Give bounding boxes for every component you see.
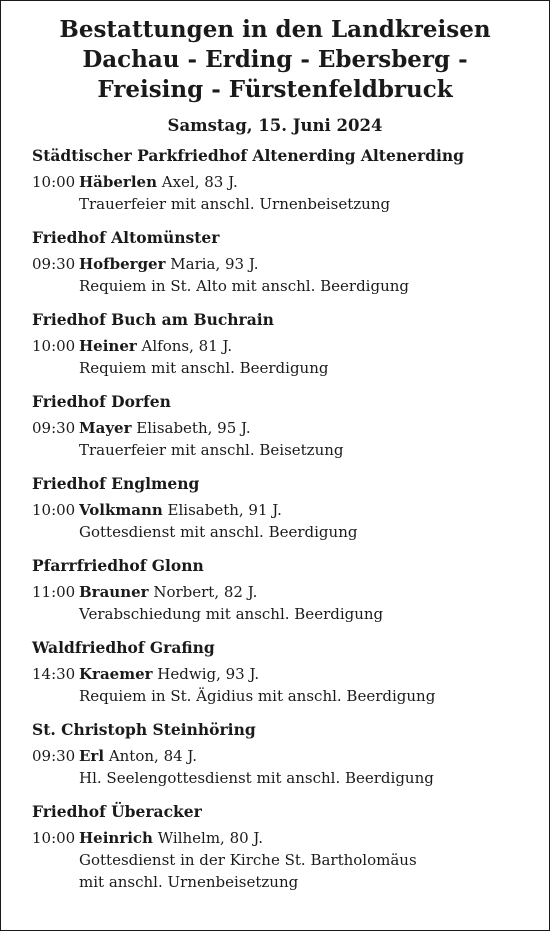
funeral-entry <box>32 171 539 215</box>
ceremony-description: Requiem mit anschl. Beerdigung <box>79 359 329 377</box>
entry-row <box>32 663 539 685</box>
deceased-details: Elisabeth, 91 J. <box>162 501 282 519</box>
ceremony-description: Gottesdienst in der Kirche St. Bartholomäus <box>79 851 417 869</box>
title-line-1: Bestattungen in den Landkreisen <box>59 16 491 43</box>
ceremony-description: Trauerfeier mit anschl. Beisetzung <box>79 441 344 459</box>
deceased-surname: Heiner <box>79 337 137 355</box>
deceased-name <box>79 335 232 357</box>
ceremony-description: mit anschl. Urnenbeisetzung <box>79 873 299 891</box>
deceased-details: Elisabeth, 95 J. <box>131 419 251 437</box>
deceased-name <box>79 253 259 275</box>
cemetery-name: Waldfriedhof Grafing <box>32 638 215 657</box>
deceased-surname: Brauner <box>79 583 149 601</box>
funeral-time: 09:30 <box>32 419 76 437</box>
entry-row <box>32 417 539 439</box>
page-title <box>11 15 539 105</box>
deceased-name <box>79 417 251 439</box>
cemetery-name: Friedhof Englmeng <box>32 474 200 493</box>
funeral-time: 10:00 <box>32 829 76 847</box>
deceased-name <box>79 581 257 603</box>
ceremony-description: Verabschiedung mit anschl. Beerdigung <box>79 605 384 623</box>
title-line-3: Freising - Fürstenfeldbruck <box>97 76 453 103</box>
funeral-time: 10:00 <box>32 173 76 191</box>
deceased-name <box>79 499 282 521</box>
ceremony-description: Requiem in St. Ägidius mit anschl. Beerdigung <box>79 687 436 705</box>
deceased-details: Norbert, 82 J. <box>148 583 258 601</box>
funeral-time: 09:30 <box>32 255 76 273</box>
deceased-surname: Erl <box>79 747 105 765</box>
cemetery-name: Pfarrfriedhof Glonn <box>32 556 204 575</box>
ceremony-description: Trauerfeier mit anschl. Urnenbeisetzung <box>79 195 391 213</box>
deceased-surname: Häberlen <box>79 173 157 191</box>
entry-row <box>32 745 539 767</box>
funeral-entry <box>32 253 539 297</box>
deceased-details: Hedwig, 93 J. <box>152 665 260 683</box>
deceased-surname: Volkmann <box>79 501 163 519</box>
entry-row <box>32 581 539 603</box>
funeral-time: 11:00 <box>32 583 76 601</box>
cemetery-name: Friedhof Buch am Buchrain <box>32 310 274 329</box>
entry-row <box>32 253 539 275</box>
funeral-entry <box>32 745 539 789</box>
cemetery-name: Friedhof Altomünster <box>32 228 220 247</box>
funeral-entry <box>32 335 539 379</box>
entry-row <box>32 499 539 521</box>
funeral-entry <box>32 417 539 461</box>
deceased-surname: Mayer <box>79 419 132 437</box>
title-line-2: Dachau - Erding - Ebersberg - <box>82 46 468 73</box>
deceased-details: Axel, 83 J. <box>156 173 238 191</box>
listing-date: Samstag, 15. Juni 2024 <box>167 116 383 135</box>
deceased-name <box>79 827 263 849</box>
ceremony-description: Hl. Seelengottesdienst mit anschl. Beerdigung <box>79 769 434 787</box>
entry-row <box>32 171 539 193</box>
funeral-time: 10:00 <box>32 501 76 519</box>
entry-row <box>32 335 539 357</box>
funeral-entry <box>32 581 539 625</box>
entry-row <box>32 827 539 849</box>
deceased-name <box>79 171 238 193</box>
deceased-name <box>79 663 259 685</box>
cemetery-name: Städtischer Parkfriedhof Altenerding Altenerding <box>32 146 464 165</box>
cemetery-name: Friedhof Dorfen <box>32 392 171 411</box>
deceased-name <box>79 745 197 767</box>
funeral-time: 09:30 <box>32 747 76 765</box>
funeral-time: 10:00 <box>32 337 76 355</box>
ceremony-description: Gottesdienst mit anschl. Beerdigung <box>79 523 358 541</box>
funeral-entry <box>32 663 539 707</box>
funeral-entry <box>32 827 539 893</box>
cemetery-list <box>32 145 539 893</box>
deceased-details: Maria, 93 J. <box>165 255 259 273</box>
deceased-details: Alfons, 81 J. <box>136 337 233 355</box>
deceased-details: Anton, 84 J. <box>104 747 198 765</box>
deceased-surname: Heinrich <box>79 829 153 847</box>
deceased-surname: Kraemer <box>79 665 153 683</box>
deceased-details: Wilhelm, 80 J. <box>152 829 264 847</box>
deceased-surname: Hofberger <box>79 255 166 273</box>
cemetery-name: Friedhof Überacker <box>32 802 202 821</box>
ceremony-description: Requiem in St. Alto mit anschl. Beerdigung <box>79 277 410 295</box>
funeral-entry <box>32 499 539 543</box>
funeral-time: 14:30 <box>32 665 76 683</box>
cemetery-name: St. Christoph Steinhöring <box>32 720 256 739</box>
